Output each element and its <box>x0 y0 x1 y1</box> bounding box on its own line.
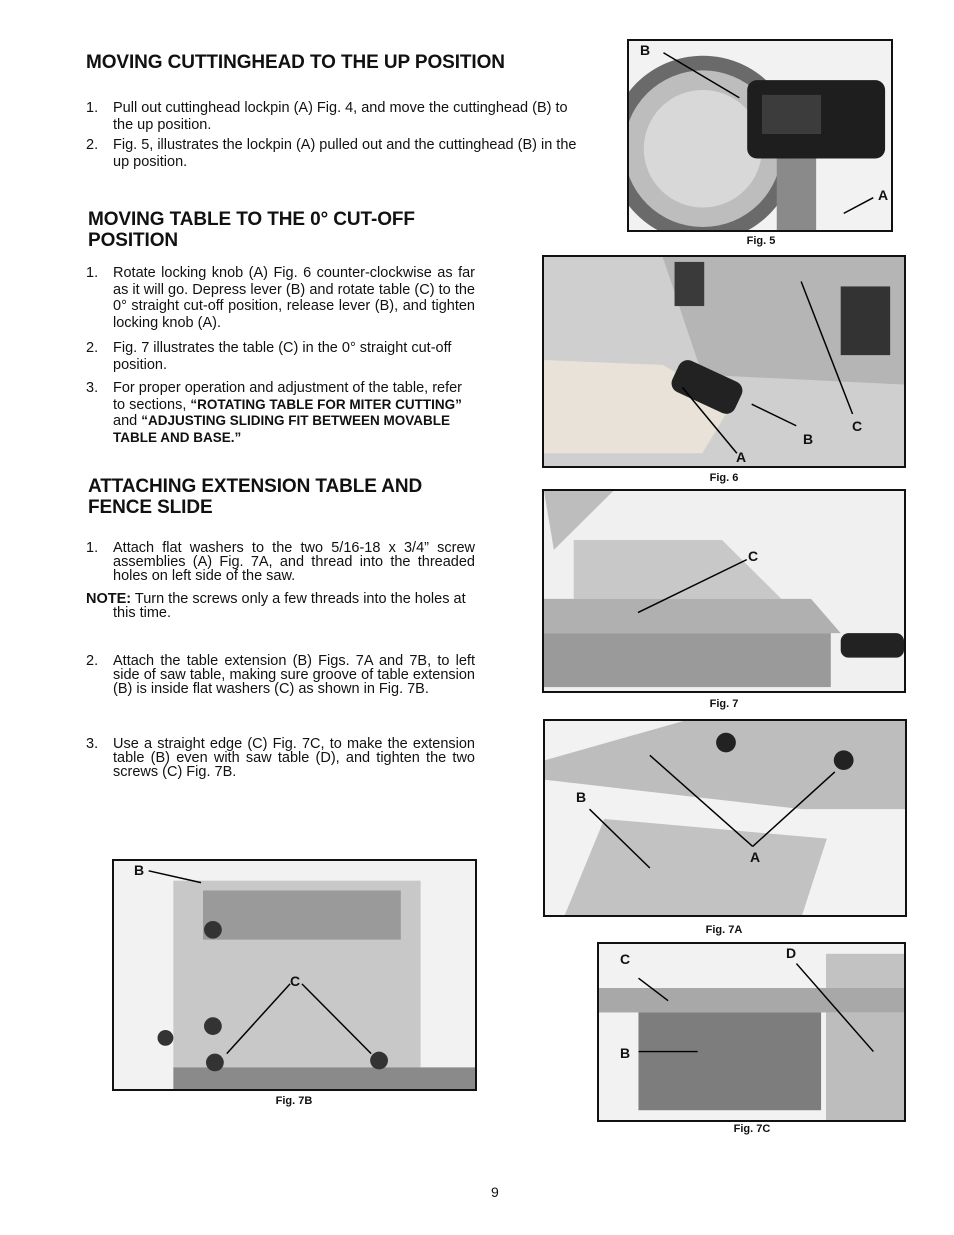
section-title-cuttinghead: MOVING CUTTINGHEAD TO THE UP POSITION <box>86 52 505 73</box>
figure-7a-caption: Fig. 7A <box>705 924 743 936</box>
figure-5-illustration <box>629 41 891 230</box>
figure-6-caption: Fig. 6 <box>709 472 739 484</box>
figure-6: C B A <box>542 255 906 468</box>
figure-5-caption: Fig. 5 <box>746 235 776 247</box>
figure-7c-illustration <box>599 944 904 1120</box>
note: NOTE: Turn the screws only a few threads into the holes at this time. <box>86 591 466 621</box>
figure-7c: C D B <box>597 942 906 1122</box>
figure-7b: B C <box>112 859 477 1091</box>
page-number: 9 <box>491 1184 499 1200</box>
section-title-extension: ATTACHING EXTENSION TABLE AND FENCE SLIDE <box>88 476 423 518</box>
figure-7: C <box>542 489 906 693</box>
figure-5: B A <box>627 39 893 232</box>
figure-7a-illustration <box>545 721 905 915</box>
figure-7c-caption: Fig. 7C <box>733 1123 771 1135</box>
section-title-table: MOVING TABLE TO THE 0° CUT-OFF POSITION <box>88 209 415 251</box>
figure-6-illustration <box>544 257 904 466</box>
figure-7-illustration <box>544 491 904 691</box>
figure-7-caption: Fig. 7 <box>709 698 739 710</box>
figure-7a: B A <box>543 719 907 917</box>
figure-7b-caption: Fig. 7B <box>275 1095 313 1107</box>
